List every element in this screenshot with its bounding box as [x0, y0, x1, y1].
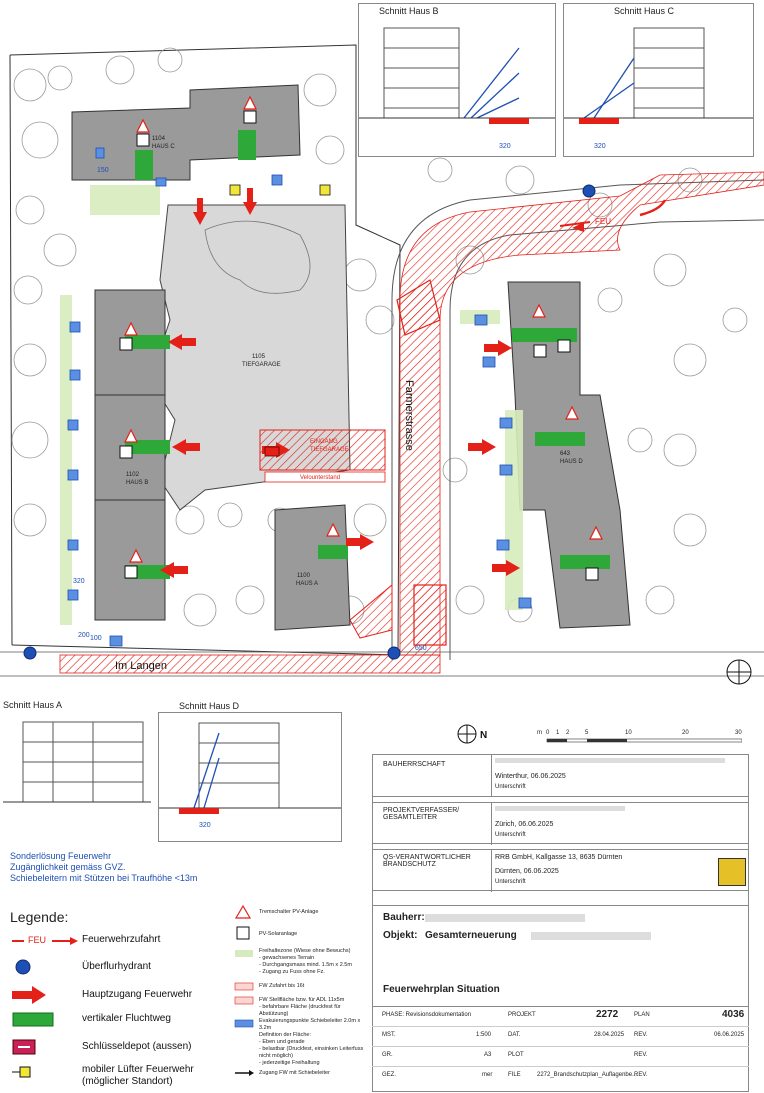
- haus-b-label: HAUS B: [126, 480, 149, 486]
- tb-gez-value: mer: [482, 1072, 493, 1078]
- section-b-dim: 320: [499, 143, 511, 150]
- legend-hauptzugang: [10, 985, 230, 1005]
- tb-bauherrschaft-city: Winterthur, 06.06.2025: [495, 773, 566, 780]
- tb-file-label: FILE: [508, 1072, 521, 1078]
- tb-mst-label: MST.: [382, 1032, 396, 1038]
- entrance-label-1: EINGANG: [310, 439, 338, 445]
- haus-a-label: HAUS A: [296, 581, 319, 587]
- legend-feu-short: FEU: [28, 935, 46, 945]
- legend-luefter: [10, 1064, 230, 1090]
- tb-rev3-label: REV.: [634, 1072, 648, 1078]
- scale-mark-10: 10: [625, 730, 632, 736]
- garage-label: TIEFGARAGE: [242, 362, 281, 368]
- legend-pv-trennschalter: Tremschalter PV-Anlage: [259, 909, 319, 915]
- note-line-2: Zugänglichkeit gemäss GVZ.: [10, 862, 126, 872]
- legend-fluchtweg-label: vertikaler Fluchtweg: [82, 1013, 171, 1024]
- tb-bauherr-label: Bauherr:: [383, 912, 425, 923]
- scale-mark-5: 5: [585, 730, 589, 736]
- tb-objekt-value: Gesamterneuerung: [425, 930, 517, 941]
- north-label: N: [480, 730, 488, 741]
- tb-plot-label: PLOT: [508, 1052, 524, 1058]
- tb-grid-row-2: [372, 1046, 749, 1067]
- scale-mark-30: 30: [735, 730, 742, 736]
- tb-qs-sig: Unterschrift: [495, 879, 526, 885]
- compass-site: [727, 660, 751, 684]
- tb-phase: PHASE: Revisionsdokumentation: [382, 1012, 472, 1018]
- tb-gr-value: A3: [484, 1052, 492, 1058]
- scale-mark-2: 2: [566, 730, 570, 736]
- tb-plan-value: 4036: [722, 1009, 745, 1020]
- legend-evak-5: - jederzeitige Freihaltung: [259, 1060, 320, 1066]
- tb-projekt-label: PROJEKT: [508, 1012, 536, 1018]
- haus-a-building: [275, 505, 350, 630]
- legend-fw-stell-2: - befahrbare Fläche (druckfest für Abstützung): [259, 1004, 341, 1017]
- tb-bauherrschaft: [373, 755, 748, 797]
- garage-number: 1105: [252, 354, 265, 360]
- section-haus-d: [158, 701, 342, 842]
- entrance-label-2: TIEFGARAGE: [310, 447, 349, 453]
- legend-schluesseldepot: [10, 1038, 230, 1056]
- tb-objekt-label: Objekt:: [383, 930, 418, 941]
- haus-c-label: HAUS C: [152, 144, 175, 150]
- tb-qs-line1: RRB GmbH, Kallgasse 13, 8635 Dürnten: [495, 854, 623, 861]
- section-d-dim: 320: [199, 822, 211, 829]
- section-c-dim: 320: [594, 143, 606, 150]
- dim-200: 200: [78, 632, 90, 639]
- section-haus-b: [358, 3, 556, 157]
- legend-luefter-label: mobiler Lüfter Feuerwehr: [82, 1064, 194, 1075]
- feu-road-label: FEU: [595, 217, 611, 226]
- legend-fluchtweg: [10, 1011, 230, 1029]
- dim-320: 320: [73, 578, 85, 585]
- haus-d-number: 643: [560, 451, 571, 457]
- note-line-1: Sonderlösung Feuerwehr: [10, 851, 112, 861]
- section-haus-a: [3, 700, 151, 822]
- tb-dat-label: DAT.: [508, 1032, 521, 1038]
- tb-mst-value: 1:500: [476, 1032, 492, 1038]
- tb-rev2-label: REV.: [634, 1052, 648, 1058]
- scale-mark-1: 1: [556, 730, 560, 736]
- tb-gr-label: GR.: [382, 1052, 393, 1058]
- tb-projektverfasser-city: Zürich, 06.06.2025: [495, 821, 554, 828]
- legend-fw-stell-1: FW Stellfläche bzw. für ADL 11x5m: [259, 997, 345, 1003]
- scale-mark-m: m: [537, 730, 542, 736]
- north-arrow: [455, 722, 495, 746]
- tb-plan-label: PLAN: [634, 1012, 650, 1018]
- legend-fw-stell: [259, 997, 369, 1018]
- tb-plan-title: Feuerwehrplan Situation: [383, 984, 500, 995]
- haus-c-building: [72, 85, 300, 180]
- legend-evak-4: nicht möglich): [259, 1053, 293, 1059]
- legend-evak-2: - Eben und gerade: [259, 1039, 305, 1045]
- legend-free-title: Freihaltezone (Wiese ohne Bewuchs): [259, 948, 351, 954]
- haus-a-number: 1100: [297, 573, 310, 579]
- dim-650: 650: [415, 645, 427, 652]
- legend-ueberflurhydrant: Überflurhydrant: [82, 961, 151, 972]
- section-c-title: Schnitt Haus C: [614, 6, 675, 16]
- note-line-3: Schiebeleitern mit Stützen bei Traufhöhe <13m: [10, 873, 198, 883]
- legend-pv-anlage: PV-Solaranlage: [259, 931, 298, 937]
- tb-projektverfasser-label: PROJEKTVERFASSER/ GESAMTLEITER: [383, 807, 460, 821]
- legend-title: Legende:: [10, 909, 69, 925]
- tb-dat-value: 28.04.2025: [594, 1032, 625, 1038]
- rrb-logo: [718, 858, 746, 886]
- tb-projektverfasser: [373, 802, 748, 844]
- legend-free-3: - Zugang zu Fuss ohne Fz.: [259, 969, 325, 975]
- legend-evak-title: Evakuierungspunkte Schiebeleiter 2.0m x 3.2m: [259, 1018, 361, 1031]
- section-haus-c: [563, 3, 754, 157]
- tb-qs-city: Dürnten, 06.06.2025: [495, 868, 559, 875]
- legend-evak-3: - belastbar (Druckfest, einsinken Leiterfuss: [259, 1046, 364, 1052]
- tb-rev-label: REV.: [634, 1032, 648, 1038]
- legend-fw-zufahrt: FW Zufahrt bis 16t: [259, 983, 305, 989]
- fw-stellflaeche: [414, 585, 446, 645]
- tb-bauherrschaft-label: BAUHERRSCHAFT: [383, 761, 446, 768]
- tb-projektverfasser-sig: Unterschrift: [495, 832, 526, 838]
- section-b-title: Schnitt Haus B: [379, 6, 439, 16]
- street-im-langen: Im Langen: [115, 660, 167, 672]
- tb-file-value: 2272_Brandschutzplan_Auflagenbe...: [537, 1072, 638, 1078]
- tb-bauherr: [373, 905, 748, 946]
- tb-rev-value: 06.06.2025: [714, 1032, 745, 1038]
- tb-gez-label: GEZ.: [382, 1072, 397, 1078]
- tb-qs-label: QS-VERANTWORTLICHER BRANDSCHUTZ: [383, 854, 471, 868]
- section-d-title: Schnitt Haus D: [179, 701, 240, 711]
- legend-feuerwehrzufahrt: Feuerwehrzufahrt: [82, 934, 161, 945]
- scale-mark-0: 0: [546, 730, 550, 736]
- dim-100: 100: [90, 635, 102, 642]
- tb-grid-row-1: [372, 1026, 749, 1047]
- tb-grid-row-0: [372, 1006, 749, 1027]
- legend-schluesseldepot-label: Schlüsseldepot (aussen): [82, 1041, 192, 1052]
- tb-qs: [373, 849, 748, 891]
- section-a-title: Schnitt Haus A: [3, 700, 63, 710]
- legend-free-2: - Durchgangsmass mind. 1.5m x 2.5m: [259, 962, 352, 968]
- legend-luefter-sub: (möglicher Standort): [82, 1076, 173, 1087]
- dim-150: 150: [97, 167, 109, 174]
- street-farmerstrasse: Farmerstrasse: [403, 380, 415, 451]
- tb-projekt-value: 2272: [596, 1009, 619, 1020]
- note-sonderloesung: [10, 851, 197, 884]
- legend-hydrant: [10, 959, 230, 977]
- tb-bauherrschaft-sig: Unterschrift: [495, 784, 526, 790]
- legend-freihaltezone: [259, 948, 369, 976]
- legend-feu: [10, 934, 230, 948]
- legend-free-1: - gewachsenes Terrain: [259, 955, 315, 961]
- legend-zugang-schiebeleiter: Zugang FW mit Schiebeleiter: [259, 1070, 330, 1076]
- legend-right: [233, 905, 368, 1090]
- haus-c-number: 1104: [152, 136, 165, 142]
- legend-hauptzugang-label: Hauptzugang Feuerwehr: [82, 989, 193, 1000]
- haus-b-number: 1102: [126, 472, 139, 478]
- legend-evak: [259, 1018, 371, 1067]
- legend-evak-1: Definition der Fläche:: [259, 1032, 311, 1038]
- tb-grid-row-3: [372, 1066, 749, 1086]
- haus-d-label: HAUS D: [560, 459, 583, 465]
- scale-mark-20: 20: [682, 730, 689, 736]
- velo-label: Velounterstand: [300, 475, 341, 481]
